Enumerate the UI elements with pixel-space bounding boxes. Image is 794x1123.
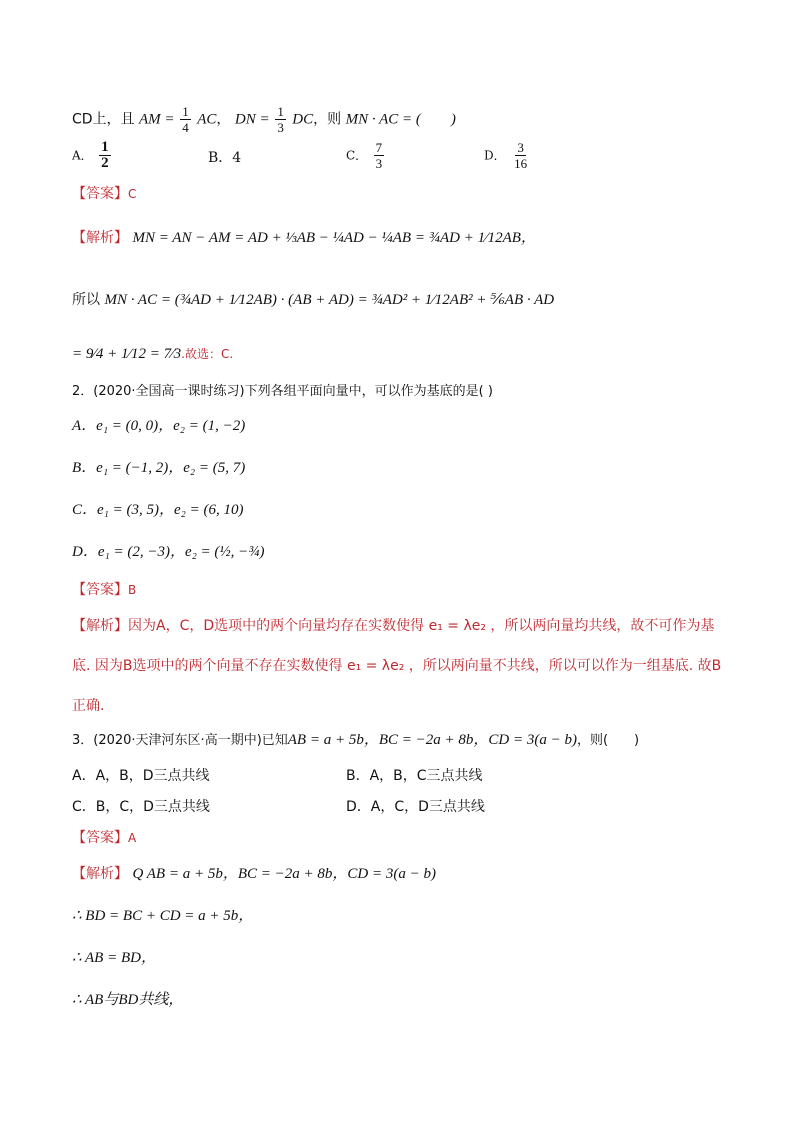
q3-analysis-line3 bbox=[72, 948, 156, 968]
answer-label: 【答案】 bbox=[72, 830, 128, 846]
option-text: A．e₁ = (0, 0)，e₂ = (1, −2) bbox=[72, 418, 246, 434]
option-text: D．e₁ = (2, −3)，e₂ = (½, −¾) bbox=[72, 544, 265, 560]
q3-analysis-line1 bbox=[72, 864, 436, 884]
vector-dc: DC bbox=[292, 111, 314, 128]
q2-analysis bbox=[72, 606, 732, 726]
fraction-denominator: 2 bbox=[101, 155, 109, 171]
fraction-quarter bbox=[180, 104, 191, 135]
q3-answer bbox=[72, 828, 136, 848]
fraction-numerator: 1 bbox=[182, 104, 189, 119]
fraction-numerator: 1 bbox=[277, 104, 284, 119]
q1-stem-continuation: CD上，且 AM = $\frac{1}{4}$ AC， DN = $\frac{1}{3}$ DC，则 MN · AC = ( ) bbox=[72, 104, 456, 135]
q1-answer bbox=[72, 184, 136, 204]
stem-then: ，则 bbox=[313, 111, 342, 128]
q3-analysis-line4 bbox=[72, 990, 183, 1010]
fraction-denominator: 4 bbox=[182, 120, 189, 135]
analysis-label: 【解析】 bbox=[72, 866, 128, 882]
option-fraction bbox=[374, 140, 385, 171]
q2-option-b bbox=[72, 458, 245, 478]
answer-value: B bbox=[128, 583, 137, 597]
stem-math: AB = a + 5b，BC = −2a + 8b，CD = 3(a − b) bbox=[287, 732, 577, 748]
analysis-math: Q AB = a + 5b，BC = −2a + 8b，CD = 3(a − b) bbox=[132, 866, 436, 882]
q1-option-b: B．4 bbox=[208, 150, 242, 166]
fraction-numerator: 1 bbox=[101, 139, 109, 155]
analysis-math: ∴ AB = BD， bbox=[72, 950, 156, 966]
q2-option-c bbox=[72, 500, 243, 520]
analysis-math: ∴ AB与BD共线， bbox=[72, 992, 184, 1008]
answer-label: 【答案】 bbox=[72, 582, 128, 598]
eq-dn: DN = bbox=[234, 111, 274, 128]
stem-prefix: CD上，且 bbox=[72, 111, 135, 128]
fraction-denominator: 16 bbox=[514, 156, 528, 171]
analysis-math: MN = AN − AM = AD + ⅓AB − ¼AD − ¼AB = ¾AD + 1⁄12AB， bbox=[132, 230, 536, 246]
q1-option-d bbox=[484, 140, 531, 171]
eq-am: AM = bbox=[139, 111, 179, 128]
option-label: A． bbox=[72, 148, 93, 163]
analysis-text: 因为A，C，D选项中的两个向量均存在实数使得 e₁ = λe₂ ，所以两向量均共线，故不可作为基底. 因为B选项中的两个向量不存在实数使得 e₁ = λe₂ ，所以两向量不共线，所以可以作为一组基底. 故B正确. bbox=[72, 618, 722, 714]
q3-option-a: A．A，B，D三点共线 bbox=[72, 768, 210, 784]
analysis-math: = 9⁄4 + 1⁄12 = 7⁄3 bbox=[72, 346, 182, 362]
q3-stem bbox=[72, 730, 639, 751]
vector-ac: AC bbox=[197, 111, 217, 128]
q2-option-a bbox=[72, 416, 245, 436]
fraction-denominator: 3 bbox=[277, 120, 284, 135]
q1-analysis-line3 bbox=[72, 344, 233, 364]
answer-label: 【答案】 bbox=[72, 186, 128, 202]
q3-option-b: B．A，B，C三点共线 bbox=[346, 768, 483, 784]
analysis-math: ∴ BD = BC + CD = a + 5b， bbox=[72, 908, 254, 924]
option-fraction bbox=[512, 140, 529, 171]
stem-prefix: 3．(2020·天津河东区·高一期中)已知 bbox=[72, 733, 288, 748]
q3-option-c: C．B，C，D三点共线 bbox=[72, 799, 210, 815]
q1-option-c bbox=[346, 140, 386, 171]
analysis-label: 【解析】 bbox=[72, 230, 128, 246]
analysis-math: MN · AC = (¾AD + 1⁄12AB) · (AB + AD) = ¾AD² + 1⁄12AB² + ⅚AB · AD bbox=[104, 292, 555, 308]
fraction-numerator: 7 bbox=[375, 140, 383, 155]
analysis-prefix: 所以 bbox=[72, 292, 100, 308]
analysis-conclusion: .故选：C. bbox=[181, 347, 234, 361]
option-fraction bbox=[99, 140, 111, 171]
q1-analysis-line2 bbox=[72, 290, 554, 310]
q1-analysis-line1 bbox=[72, 228, 536, 248]
answer-value: A bbox=[128, 831, 137, 845]
option-text: B．e₁ = (−1, 2)，e₂ = (5, 7) bbox=[72, 460, 246, 476]
option-label: D． bbox=[484, 148, 506, 163]
stem-ask: MN · AC = ( ) bbox=[345, 111, 456, 128]
stem-tail: ，则( ) bbox=[576, 733, 640, 748]
q2-option-d bbox=[72, 542, 265, 562]
option-label: C． bbox=[346, 148, 368, 163]
q2-answer bbox=[72, 580, 136, 600]
q3-analysis-line2 bbox=[72, 906, 253, 926]
q3-option-d: D．A，C，D三点共线 bbox=[346, 799, 485, 815]
fraction-numerator: 3 bbox=[517, 140, 524, 155]
option-text: C．e₁ = (3, 5)，e₂ = (6, 10) bbox=[72, 502, 244, 518]
fraction-third bbox=[275, 104, 286, 135]
q1-option-a bbox=[72, 140, 113, 171]
analysis-label: 【解析】 bbox=[72, 618, 128, 634]
q2-stem: 2．(2020·全国高一课时练习)下列各组平面向量中，可以作为基底的是( ) bbox=[72, 384, 493, 399]
fraction-denominator: 3 bbox=[375, 156, 383, 171]
answer-value: C bbox=[128, 187, 137, 201]
